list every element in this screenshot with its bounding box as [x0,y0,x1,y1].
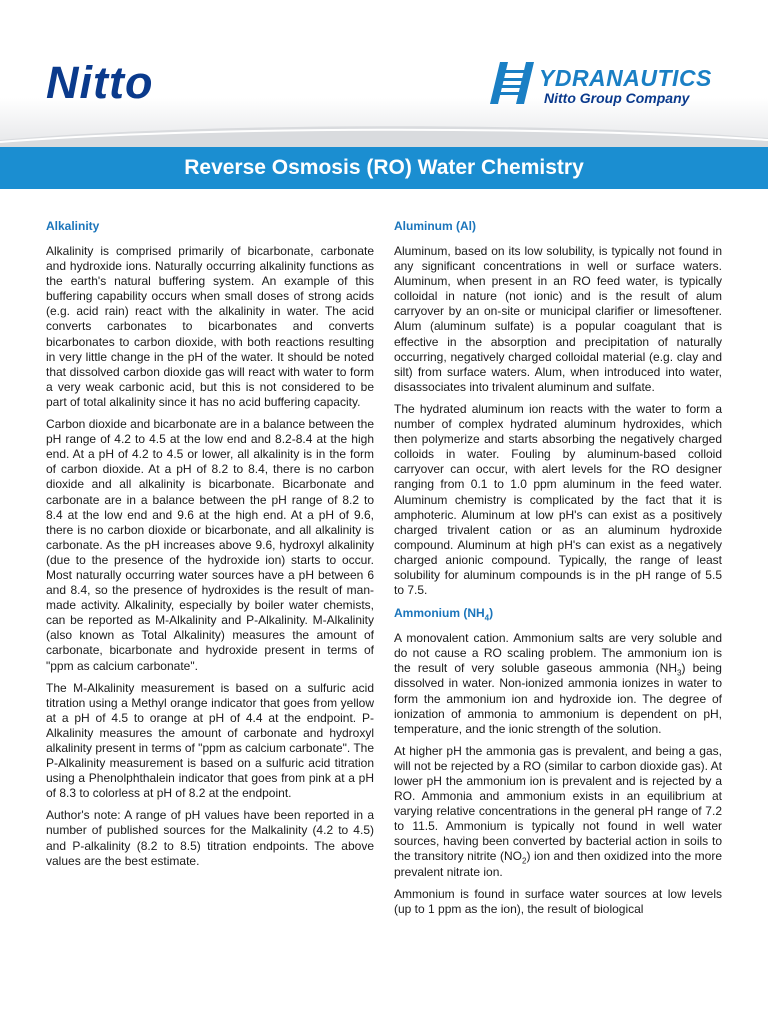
ammonium-p1-text-b: ) being dissolved in water. Non-ionized ammonia ionizes in water to form the ammonium ion and hydroxide ion. The degree of ionization of ammonia to ammonium is dependent on pH, temperature, and the ionic strength of the solution. [394,661,722,736]
ammonium-heading-main: Ammonium (NH [394,606,485,621]
ammonium-heading [394,605,722,621]
alkalinity-paragraph-2: Carbon dioxide and bicarbonate are in a balance between the pH range of 4.2 to 4.5 at the low end and 8.2-8.4 at the high end. At a pH of 4.2 to 4.5 or lower, all alkalinity is in the form of carbon dioxide. At a pH of 8.2 to 8.4, there is no carbon dioxide and all alkalinity is bicarbonate. Bicarbonate and carbonate are in a balance between the pH range of 8.2 to 8.4 at the low end and 9.6 at the high end. At a pH of 9.6, there is no carbon dioxide or bicarbonate, and all alkalinity is carbonate. As the pH increases above 9.6, hydroxyl alkalinity (due to the presence of the hydroxide ion) starts to occur. Most naturally occurring water sources have a pH between 6 and 8.4, so the presence of hydroxides is the result of man-made activity. Alkalinity, especially by boiler water chemists, can be reported as M-Alkalinity and P-Alkalinity. M-Alkalinity (also known as Total Alkalinity) measures the amount of carbonate, bicarbonate and hydroxide present in terms of "ppm as calcium carbonate". [46,417,374,673]
authors-note-paragraph: Author's note: A range of pH values have been reported in a number of published sources for the Malkalinity (4.2 to 4.5) and P-alkalinity (8.2 to 8.5) titration endpoints. The above values are the best estimate. [46,808,374,868]
ammonium-p1-subscript: 3 [677,668,682,678]
hydranautics-h-icon [486,58,538,108]
left-column [46,218,374,876]
page-header [0,0,768,140]
hydranautics-wordmark: YDRANAUTICS [539,65,712,91]
right-column [394,218,722,924]
ammonium-p2-text-a: At higher pH the ammonia gas is prevalent, and being a gas, will not be rejected by a RO (similar to carbon dioxide gas). At lower pH the ammonium ion is prevalent and is rejected by a RO. Ammonia and ammonium exists in an equilibrium at varying relative concentrations in the general pH range of 7.2 to 11.5. Ammonium is typically not found in well water sources, having been converted by bacterial action in soils to the transitory nitrite (NO [394,743,722,864]
hydranautics-subtitle: Nitto Group Company [544,90,690,106]
alkalinity-heading: Alkalinity [46,219,100,233]
aluminum-paragraph-1: Aluminum, based on its low solubility, is typically not found in any significant concentrations in well or surface waters. Aluminum, when present in an RO feed water, is typically colloidal in nature (not ionic) and is the result of alum carryover by an on-site or municipal clarifier or limesoftener. Alum (aluminum sulfate) is a popular coagulant that is effective in the absorption and precipitation of naturally occurring, negatively charged colloidal material (e.g. clay and silt) from surface waters. Alum, when introduced into water, disassociates into trivalent aluminum and sulfate. [394,244,722,394]
ammonium-paragraph-1 [394,631,722,737]
title-bar [0,147,768,189]
ammonium-heading-end: ) [489,606,494,621]
ammonium-paragraph-2 [394,744,722,880]
alkalinity-paragraph-1: Alkalinity is comprised primarily of bicarbonate, carbonate and hydroxide ions. Naturally occurring alkalinity functions as the earth's natural buffering system. An example of this buffering capability occurs when small doses of strong acids (e.g. acid rain) react with the alkalinity in water. The acid converts carbonates to bicarbonates and converts bicarbonates to carbon dioxide, with both reactions resulting in very little change in the pH of the water. It should be noted that dissolved carbon dioxide gas will react with water to form a very weak carbonic acid, but this is not considered to be part of total alkalinity since it has no acid buffering capacity. [46,244,374,409]
page-title: Reverse Osmosis (RO) Water Chemistry [184,156,584,179]
ammonium-p1-text-a: A monovalent cation. Ammonium salts are very soluble and do not cause a RO scaling problem. The ammonium ion is the result of very soluble gaseous ammonia (NH [394,631,722,676]
nitto-logo: Nitto [46,57,154,108]
hydranautics-logo [486,58,726,110]
alkalinity-paragraph-3: The M-Alkalinity measurement is based on a sulfuric acid titration using a Methyl orange indicator that goes from yellow at a pH of 4.5 to orange at pH of 4.4 at the endpoint. P-Alkalinity measures the amount of carbonate and hydroxyl alkalinity present in terms of "ppm as calcium carbonate". The P-Alkalinity measurement is based on a sulfuric acid titration using a Phenolphthalein indicator that goes from pink at a pH of 8.3 to colorless at pH of 8.2 at the endpoint. [46,680,374,801]
aluminum-heading: Aluminum (Al) [394,219,476,233]
ammonium-p2-subscript: 2 [522,856,527,866]
aluminum-paragraph-2: The hydrated aluminum ion reacts with the water to form a number of complex hydrated aluminum hydroxides, which then polymerize and starts absorbing the negatively charged colloids in water. Fouling by aluminum-based colloid carryover can occur, with alert levels for the RO designer ranging from 0.1 to 1.0 ppm aluminum in the feed water. Aluminum chemistry is complicated by the fact that it is amphoteric. Aluminum at low pH's can exist as a positively charged trivalent cation or as an aluminum hydroxide compound. Aluminum at high pH's can exist as a negatively charged anionic compound. Typically, the range of least solubility for aluminum compounds is in the pH range of 5.5 to 7.5. [394,401,722,598]
ammonium-heading-subscript: 4 [484,613,490,623]
ammonium-p2-text-b: ) ion and then oxidized into the more prevalent nitrate ion. [394,849,723,879]
header-swoosh [0,118,768,148]
ammonium-paragraph-3: Ammonium is found in surface water sources at low levels (up to 1 ppm as the ion), the result of biological [394,886,722,916]
